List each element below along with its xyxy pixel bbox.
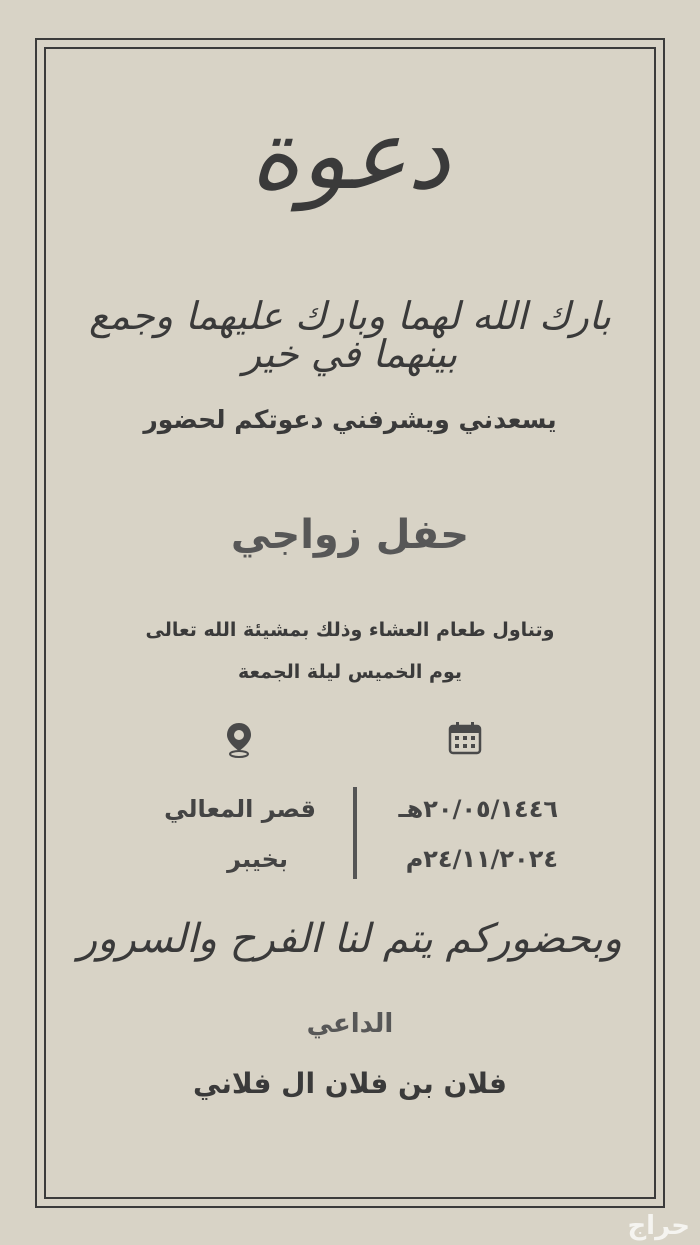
watermark: حراج [627, 1211, 690, 1241]
calendar-icon [448, 721, 482, 755]
inviter-name: فلان بن فلان ال فلاني [192, 1067, 507, 1100]
venue-name: قصر المعالي [164, 795, 316, 823]
intro-text: يسعدني ويشرفني دعوتكم لحضور [143, 405, 557, 434]
invitation-card [44, 47, 656, 1199]
inviter-label: الداعي [306, 1009, 394, 1039]
details-divider [353, 787, 357, 879]
venue-city: بخيبر [227, 845, 288, 873]
event-name: حفل زواجي [230, 512, 470, 558]
invitation-title: دعوة [250, 99, 450, 211]
closing-calligraphy: وبحضوركم يتم لنا الفرح والسرور [77, 916, 623, 962]
hijri-date: ٢٠/٠٥/١٤٤٦هـ [398, 795, 558, 823]
location-pin-icon [224, 721, 254, 761]
blessing-calligraphy: بارك الله لهما وبارك عليهما وجمع بينهما في خير [89, 294, 611, 376]
gregorian-date: ٢٤/١١/٢٠٢٤م [405, 845, 558, 873]
detail-line-2: يوم الخميس ليلة الجمعة [237, 661, 462, 683]
detail-line-1: وتناول طعام العشاء وذلك بمشيئة الله تعالى [145, 619, 555, 641]
